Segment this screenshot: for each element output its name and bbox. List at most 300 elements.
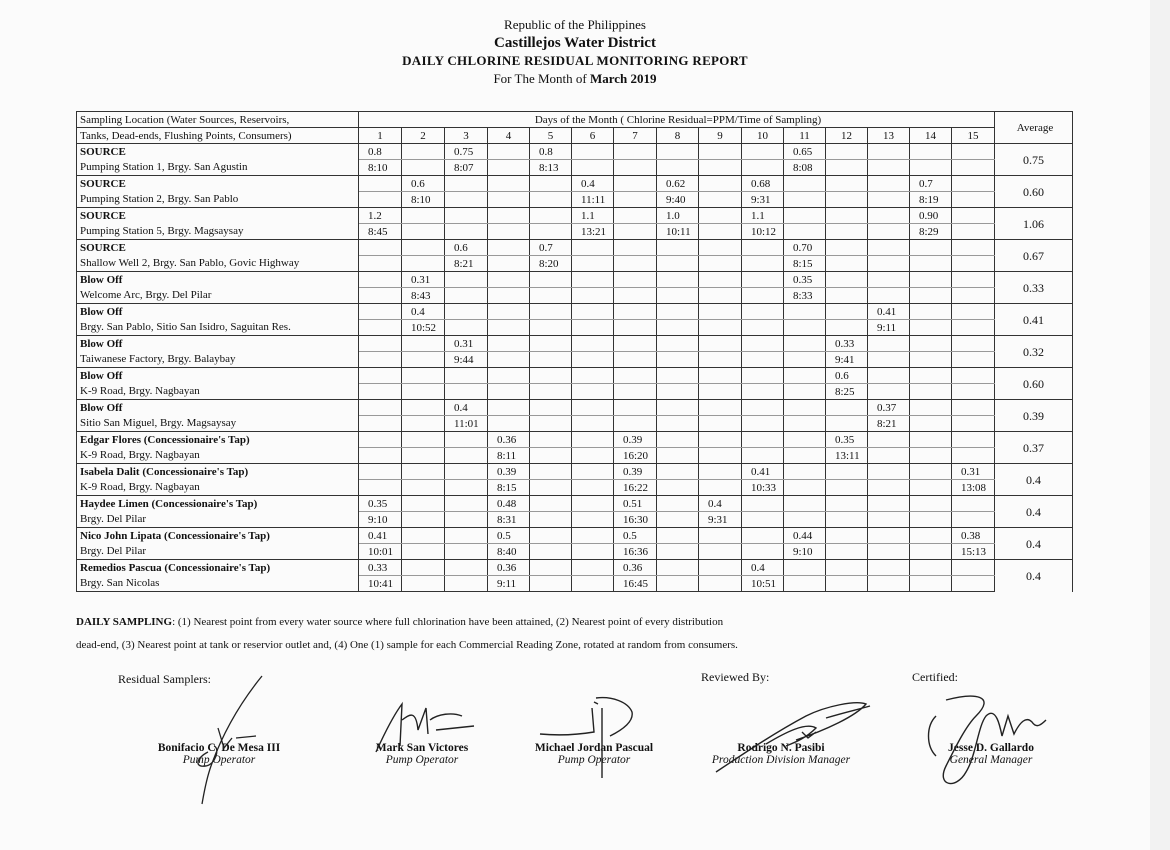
sampling-time [742,512,784,528]
residual-value [530,400,572,416]
sampling-time [952,320,995,336]
sampling-time: 9:10 [784,544,826,560]
residual-value [910,240,952,256]
signature-mark-3 [532,678,652,788]
table-row [77,192,1073,208]
residual-value [445,208,488,224]
residual-value [952,560,995,576]
residual-value [910,400,952,416]
residual-value [699,208,742,224]
residual-value: 0.35 [826,432,868,448]
sampling-time [952,256,995,272]
residual-value: 0.4 [742,560,784,576]
sampling-time [572,256,614,272]
sampling-time [657,160,699,176]
sampling-time [402,576,445,592]
residual-value [445,528,488,544]
sampling-time [868,576,910,592]
sampling-time [910,512,952,528]
residual-value [530,560,572,576]
sampling-time [784,192,826,208]
residual-value: 0.39 [614,464,657,480]
table-row [77,384,1073,400]
day-header-3: 3 [445,128,488,144]
residual-value [488,144,530,160]
sampling-time [488,320,530,336]
residual-value [445,368,488,384]
sampling-time [614,320,657,336]
day-header-11: 11 [784,128,826,144]
sampling-time [910,448,952,464]
sampling-time [402,160,445,176]
residual-value [657,496,699,512]
sampling-time [530,448,572,464]
sampling-time [868,512,910,528]
sampling-time [445,320,488,336]
average-value: 1.06 [995,208,1073,240]
residual-value [572,432,614,448]
sampling-time [699,576,742,592]
residual-value: 0.6 [826,368,868,384]
residual-value [530,176,572,192]
location-address: Brgy. Del Pilar [77,544,359,560]
residual-value [530,336,572,352]
signer-name: Rodrigo N. Pasibi [737,742,825,754]
residual-value [910,272,952,288]
location-name: Blow Off [77,336,359,352]
sampling-time: 8:21 [445,256,488,272]
signer-name: Michael Jordan Pascual [534,742,654,754]
average-header: Average [995,112,1073,144]
average-value: 0.4 [995,560,1073,592]
residual-value [952,496,995,512]
sampling-time [868,448,910,464]
sampling-time [742,256,784,272]
sampling-time [868,160,910,176]
residual-value [572,464,614,480]
certified-label: Certified: [912,670,958,684]
sampling-time [488,224,530,240]
residual-value [742,240,784,256]
table-row [77,416,1073,432]
sampling-time [868,192,910,208]
samplers-label: Residual Samplers: [118,672,211,686]
sampling-time [359,192,402,208]
residual-value [445,496,488,512]
residual-value: 0.8 [359,144,402,160]
sampling-time [784,224,826,240]
sampling-time: 16:22 [614,480,657,496]
residual-value [657,304,699,320]
residual-value [614,144,657,160]
sampling-time [530,416,572,432]
residual-value: 0.33 [359,560,402,576]
sampling-time [657,416,699,432]
sampling-time [952,288,995,304]
table-row [77,432,1073,448]
residual-value [868,272,910,288]
sampling-time [910,480,952,496]
residual-value [910,336,952,352]
sampling-time: 11:11 [572,192,614,208]
signature-mark-2 [366,690,486,760]
residual-value [657,336,699,352]
sampling-time [614,288,657,304]
day-header-15: 15 [952,128,995,144]
residual-value: 0.35 [784,272,826,288]
sampling-time [826,224,868,240]
sampling-time [359,480,402,496]
location-address: Shallow Well 2, Brgy. San Pablo, Govic Highway [77,256,359,272]
residual-value [868,464,910,480]
sampling-time [445,288,488,304]
residual-value: 0.7 [910,176,952,192]
residual-value [784,464,826,480]
sampling-time [742,160,784,176]
residual-value [488,176,530,192]
residual-value [952,240,995,256]
residual-value [402,496,445,512]
day-header-7: 7 [614,128,657,144]
sampling-time [699,448,742,464]
sampling-time [402,480,445,496]
average-value: 0.4 [995,464,1073,496]
sampling-time [445,384,488,400]
sampling-time [868,544,910,560]
residual-value [742,336,784,352]
residual-value [614,240,657,256]
signer-name: Jesse D. Gallardo [948,742,1034,754]
residual-value [402,144,445,160]
residual-value [402,368,445,384]
residual-value [530,432,572,448]
signer-name: Bonifacio C. De Mesa III [157,742,281,754]
residual-value [657,272,699,288]
sampling-time: 10:33 [742,480,784,496]
residual-value: 0.7 [530,240,572,256]
sampling-time [910,160,952,176]
residual-value [910,464,952,480]
residual-value [359,336,402,352]
sampling-time [572,416,614,432]
residual-value: 0.90 [910,208,952,224]
sampling-time [359,384,402,400]
sampling-time [784,320,826,336]
chlorine-table [76,111,1073,592]
location-address: K-9 Road, Brgy. Nagbayan [77,448,359,464]
sampling-time [742,544,784,560]
residual-value [784,176,826,192]
residual-value [359,240,402,256]
location-address: Pumping Station 2, Brgy. San Pablo [77,192,359,208]
sampling-time [530,576,572,592]
residual-value [868,368,910,384]
residual-value: 0.4 [402,304,445,320]
sampling-time: 9:11 [868,320,910,336]
location-address: Brgy. Del Pilar [77,512,359,528]
day-header-12: 12 [826,128,868,144]
sampling-time: 16:45 [614,576,657,592]
residual-value [826,144,868,160]
average-value: 0.41 [995,304,1073,336]
sampling-time [657,544,699,560]
sampling-time: 8:08 [784,160,826,176]
sampling-time [359,416,402,432]
location-address: Brgy. San Nicolas [77,576,359,592]
sampling-time: 11:01 [445,416,488,432]
days-header: Days of the Month ( Chlorine Residual=PPM/Time of Sampling) [359,112,995,128]
sampling-time [572,384,614,400]
sampling-time [910,576,952,592]
organization-name: Castillejos Water District [494,35,656,51]
residual-value [359,400,402,416]
sampling-time [402,544,445,560]
sampling-time [910,352,952,368]
sampling-time [910,544,952,560]
notes-label: DAILY SAMPLING [76,616,173,628]
residual-value [784,208,826,224]
signature-mark-5 [916,686,1066,796]
day-header-13: 13 [868,128,910,144]
residual-value: 0.75 [445,144,488,160]
residual-value [657,560,699,576]
residual-value: 0.4 [699,496,742,512]
sampling-time [445,512,488,528]
table-row [77,224,1073,240]
average-value: 0.4 [995,528,1073,560]
sampling-time [572,512,614,528]
table-row [77,528,1073,544]
residual-value [614,368,657,384]
residual-value [952,208,995,224]
residual-value [572,240,614,256]
sampling-time: 9:44 [445,352,488,368]
sampling-time: 8:40 [488,544,530,560]
notes-line2: dead-end, (3) Nearest point at tank or reservior outlet and, (4) One (1) sample for each Commercial Reading Zone, rotated at random from consumers. [76,639,738,651]
day-header-2: 2 [402,128,445,144]
sampling-time [572,160,614,176]
average-value: 0.33 [995,272,1073,304]
residual-value [826,400,868,416]
table-row [77,160,1073,176]
sampling-time [784,448,826,464]
sampling-time [445,192,488,208]
sampling-time [402,384,445,400]
location-address: K-9 Road, Brgy. Nagbayan [77,480,359,496]
day-header-10: 10 [742,128,784,144]
location-name: SOURCE [77,240,359,256]
sampling-time [445,544,488,560]
residual-value [445,432,488,448]
average-value: 0.4 [995,496,1073,528]
sampling-time [784,384,826,400]
signer-position: Pump Operator [385,754,459,766]
sampling-time [614,160,657,176]
table-row [77,176,1073,192]
residual-value [402,208,445,224]
residual-value [699,432,742,448]
sampling-time [530,384,572,400]
sampling-time: 9:10 [359,512,402,528]
residual-value [359,272,402,288]
sampling-time [952,224,995,240]
table-row [77,240,1073,256]
average-value: 0.32 [995,336,1073,368]
location-name: SOURCE [77,144,359,160]
location-address: Pumping Station 5, Brgy. Magsaysay [77,224,359,240]
residual-value [910,304,952,320]
residual-value: 1.2 [359,208,402,224]
sampling-time [530,288,572,304]
sampling-time [359,288,402,304]
residual-value [699,240,742,256]
sampling-time [530,352,572,368]
residual-value [826,560,868,576]
sampling-time: 15:13 [952,544,995,560]
sampling-time: 8:31 [488,512,530,528]
sampling-time [445,224,488,240]
residual-value [699,560,742,576]
residual-value [657,400,699,416]
residual-value [530,464,572,480]
location-address: Sitio San Miguel, Brgy. Magsaysay [77,416,359,432]
residual-value [742,496,784,512]
sampling-time [826,192,868,208]
residual-value [614,336,657,352]
residual-value [742,272,784,288]
residual-value [868,240,910,256]
location-name: Remedios Pascua (Concessionaire's Tap) [77,560,359,576]
residual-value [530,368,572,384]
sampling-time [614,384,657,400]
notes-line1: : (1) Nearest point from every water source where full chlorination have been attained, (2) Nearest point of every distribution [172,616,724,628]
residual-value: 0.36 [488,432,530,448]
sampling-time [488,256,530,272]
sampling-time: 9:31 [699,512,742,528]
sampling-time: 8:25 [826,384,868,400]
location-name: SOURCE [77,208,359,224]
residual-value [952,336,995,352]
location-name: Blow Off [77,272,359,288]
residual-value [402,432,445,448]
sampling-time [359,256,402,272]
sampling-time [952,352,995,368]
residual-value [910,560,952,576]
sampling-time: 8:13 [530,160,572,176]
residual-value [952,368,995,384]
sampling-time [445,480,488,496]
sampling-time [402,448,445,464]
location-name: SOURCE [77,176,359,192]
residual-value: 1.1 [742,208,784,224]
sampling-time [742,320,784,336]
residual-value [784,304,826,320]
residual-value [784,336,826,352]
sampling-time: 10:01 [359,544,402,560]
residual-value [402,560,445,576]
sampling-time: 10:12 [742,224,784,240]
table-row [77,480,1073,496]
residual-value: 0.41 [868,304,910,320]
residual-value [952,272,995,288]
residual-value: 0.51 [614,496,657,512]
residual-value: 0.36 [488,560,530,576]
residual-value [530,496,572,512]
reviewed-label: Reviewed By: [701,670,770,684]
sampling-time [572,544,614,560]
residual-value [530,208,572,224]
sampling-time [657,448,699,464]
sampling-time [530,320,572,336]
residual-value [657,464,699,480]
sampling-time: 8:10 [359,160,402,176]
residual-value [359,176,402,192]
residual-value [699,304,742,320]
sampling-time [699,160,742,176]
sampling-time [572,320,614,336]
sampling-time: 9:11 [488,576,530,592]
signature-mark-1 [166,668,286,808]
residual-value [488,400,530,416]
residual-value [868,528,910,544]
sampling-time [826,576,868,592]
residual-value [699,144,742,160]
residual-value: 0.44 [784,528,826,544]
sampling-time: 8:20 [530,256,572,272]
signature-block [76,668,1146,808]
sampling-time: 8:15 [488,480,530,496]
residual-value [784,560,826,576]
residual-value [826,464,868,480]
sampling-time [910,256,952,272]
signer-position: Pump Operator [182,754,256,766]
sampling-time [572,576,614,592]
average-value: 0.39 [995,400,1073,432]
sampling-time [359,320,402,336]
sampling-time: 16:30 [614,512,657,528]
residual-value: 1.0 [657,208,699,224]
sampling-time [657,576,699,592]
residual-value [910,528,952,544]
sampling-time: 9:41 [826,352,868,368]
location-name: Blow Off [77,368,359,384]
sampling-time [530,480,572,496]
residual-value [402,240,445,256]
location-name: Isabela Dalit (Concessionaire's Tap) [77,464,359,480]
residual-value [657,368,699,384]
table-row [77,368,1073,384]
sampling-time [784,480,826,496]
sampling-time [657,480,699,496]
sampling-time: 8:45 [359,224,402,240]
residual-value [657,528,699,544]
location-address: K-9 Road, Brgy. Nagbayan [77,384,359,400]
residual-value: 0.70 [784,240,826,256]
sampling-time: 8:10 [402,192,445,208]
sampling-time [784,416,826,432]
residual-value [359,304,402,320]
table-row [77,544,1073,560]
residual-value [488,272,530,288]
residual-value [868,432,910,448]
sampling-time [699,480,742,496]
sampling-time [742,288,784,304]
table-row [77,272,1073,288]
sampling-time [742,352,784,368]
sampling-time [742,384,784,400]
sampling-time: 16:20 [614,448,657,464]
day-header-14: 14 [910,128,952,144]
